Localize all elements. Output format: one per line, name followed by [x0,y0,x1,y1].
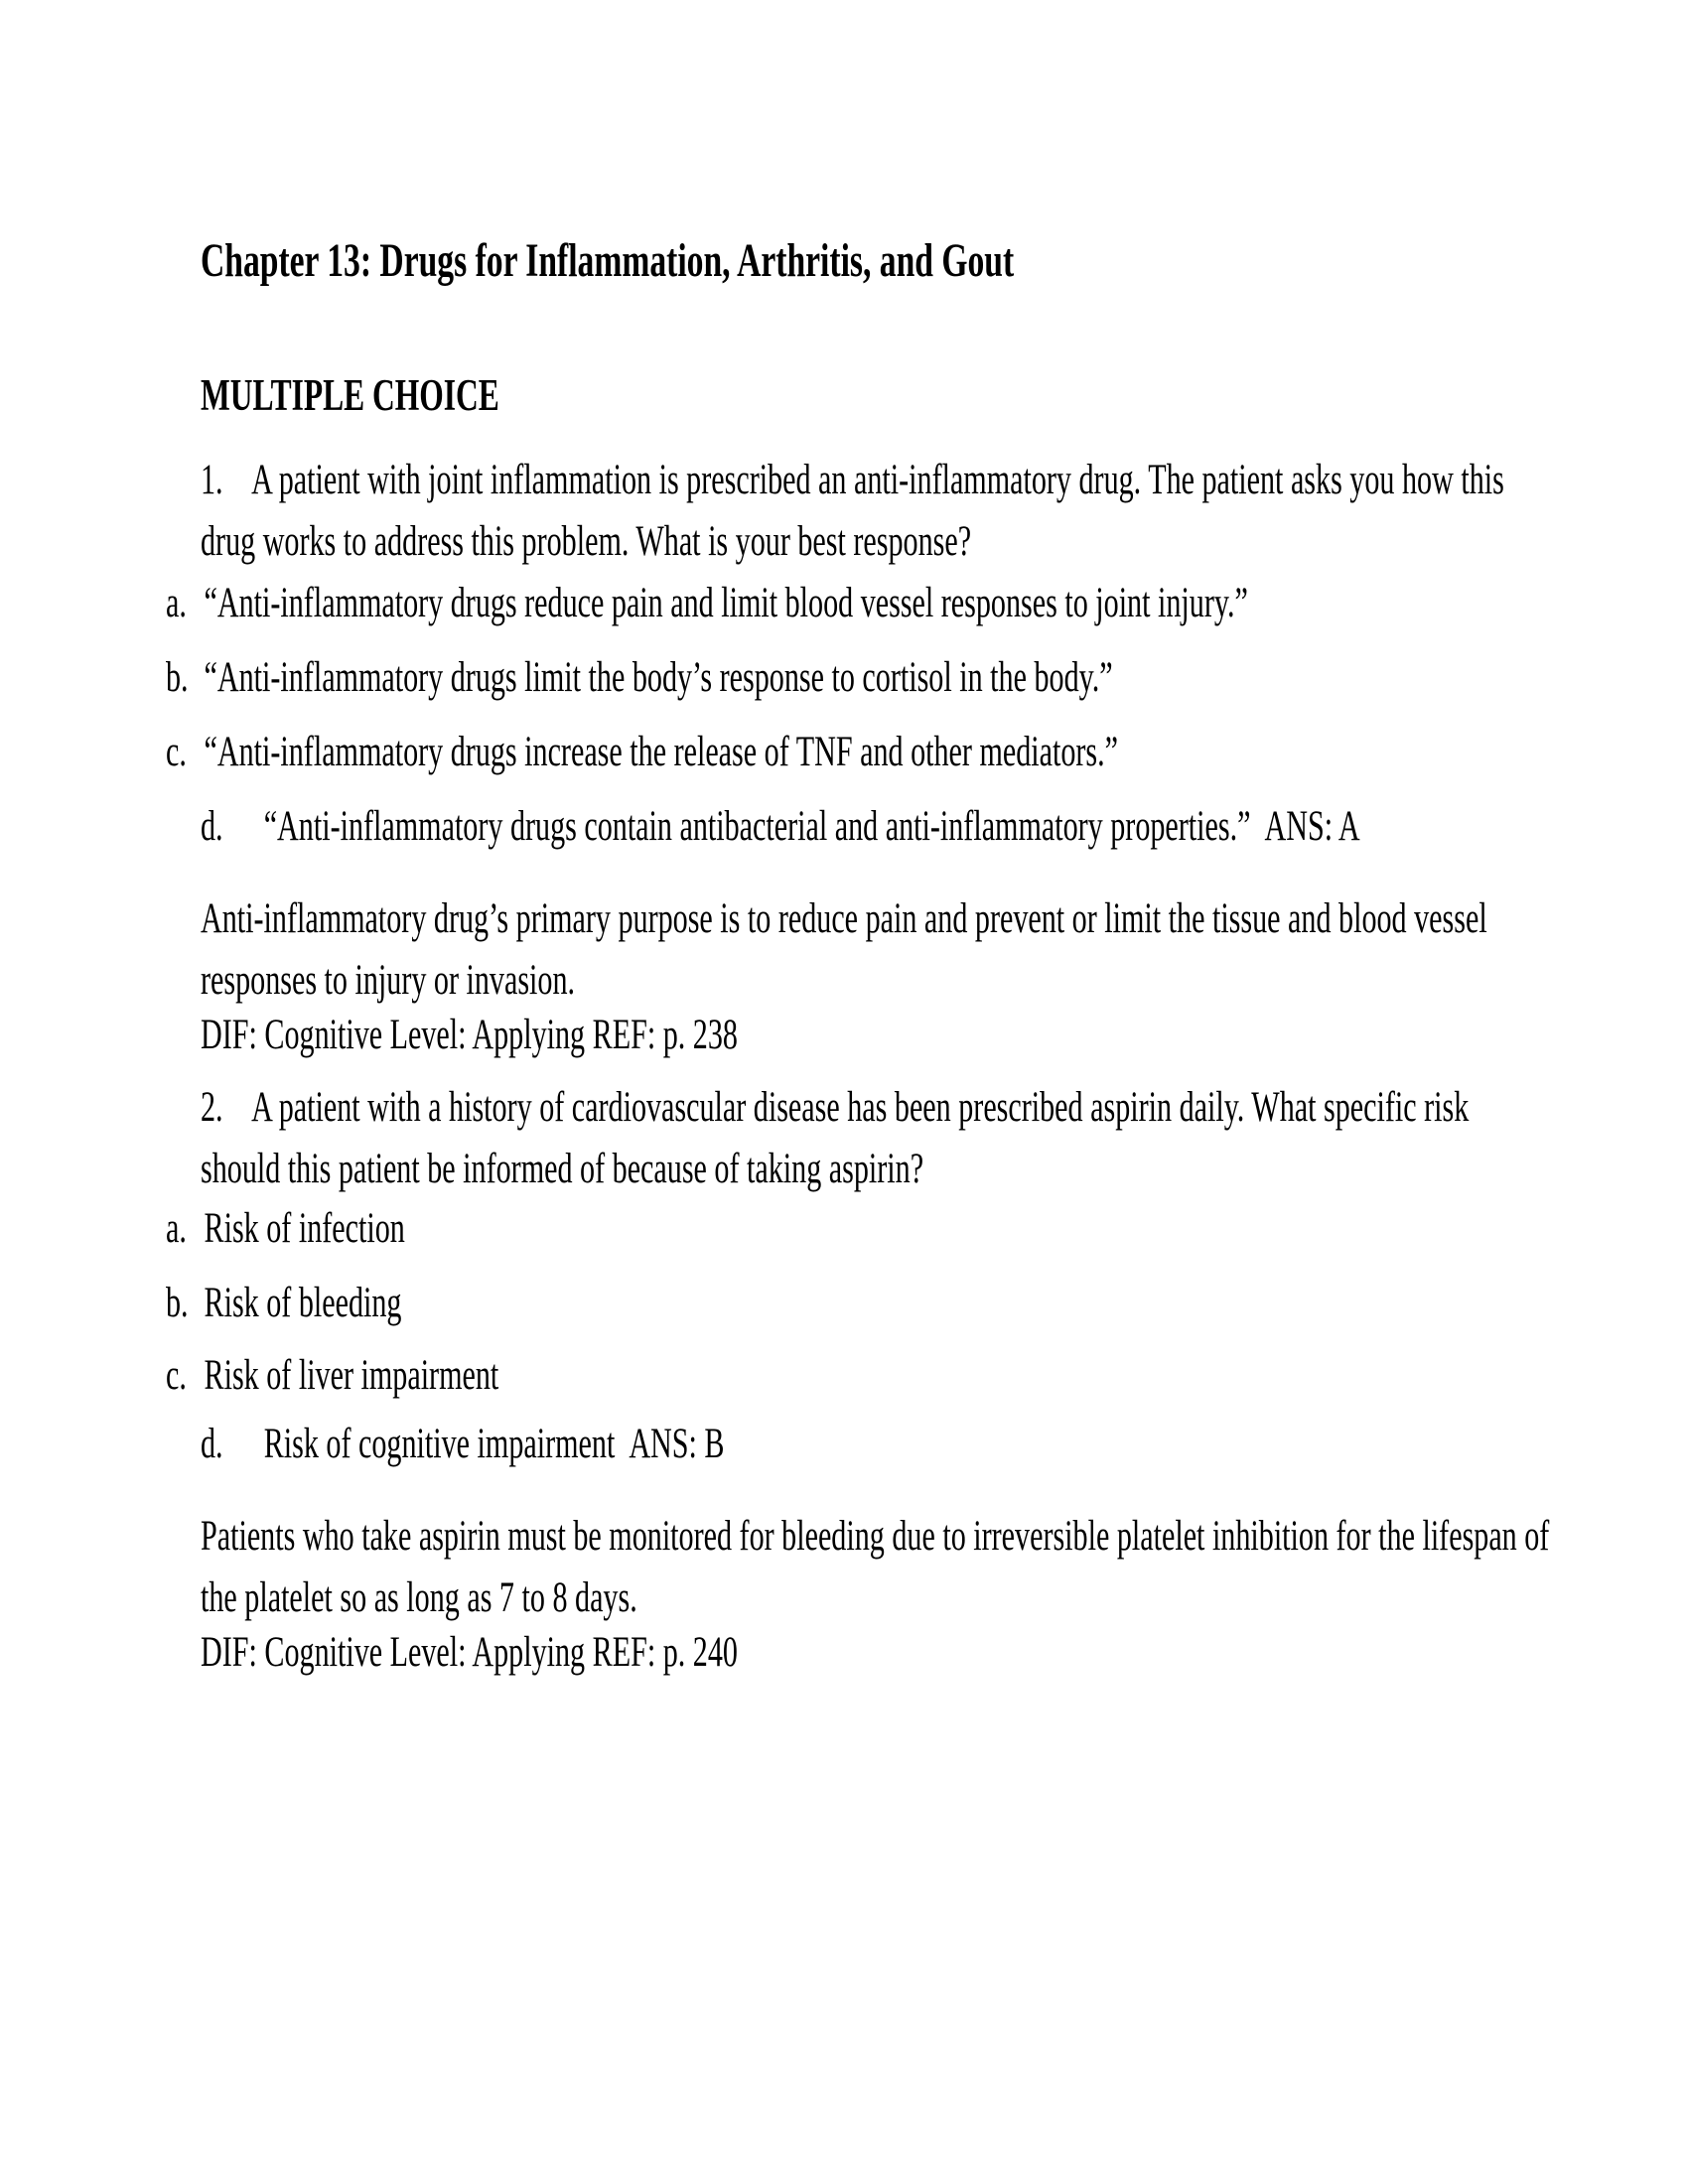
option-letter: b. [166,654,189,701]
question-2-number: 2. [201,1084,223,1131]
option-text: Risk of bleeding [204,1280,402,1326]
question-1-option-a [166,573,1486,634]
question-2-dif-ref: DIF: Cognitive Level: Applying REF: p. 240 [201,1629,738,1676]
option-text: “Anti-inflammatory drugs contain antibacterial and anti-inflammatory properties.” [263,803,1251,850]
question-2 [201,1077,1511,1200]
question-2-option-d [201,1414,1511,1475]
option-letter: b. [166,1280,189,1326]
option-text: Risk of infection [204,1205,405,1252]
option-letter: d. [201,1421,223,1467]
question-2-option-c [166,1345,1486,1407]
question-2-rationale: Patients who take aspirin must be monitored for bleeding due to irreversible platelet inhibition for the lifespan of the platelet so as long as 7 to 8 days. [201,1513,1550,1621]
answer-label: ANS: A [1264,803,1360,850]
question-1-option-b [166,647,1486,709]
option-letter: a. [166,580,187,626]
section-heading: MULTIPLE CHOICE [201,370,499,420]
option-letter: a. [166,1205,187,1252]
option-letter: c. [166,729,187,775]
option-letter: d. [201,803,223,850]
option-text: “Anti-inflammatory drugs increase the release of TNF and other mediators.” [204,729,1119,775]
option-text: Risk of liver impairment [204,1352,499,1399]
question-1-number: 1. [201,457,223,503]
option-text: Risk of cognitive impairment [263,1421,616,1467]
page-title: Chapter 13: Drugs for Inflammation, Arthritis, and Gout [201,234,1015,287]
question-2-option-b [166,1273,1486,1334]
question-1-dif-ref: DIF: Cognitive Level: Applying REF: p. 238 [201,1012,738,1058]
question-2-stem: A patient with a history of cardiovascular disease has been prescribed aspirin daily. What specific risk should this patient be informed of because of taking aspirin? [201,1084,1470,1192]
question-1-stem: A patient with joint inflammation is prescribed an anti-inflammatory drug. The patient asks you how this drug works to address this problem. What is your best response? [201,457,1504,565]
question-1-rationale: Anti-inflammatory drug’s primary purpose is to reduce pain and prevent or limit the tissue and blood vessel responses to injury or invasion. [201,895,1487,1004]
question-1 [201,450,1511,573]
option-text: “Anti-inflammatory drugs reduce pain and limit blood vessel responses to joint injury.” [204,580,1248,626]
option-letter: c. [166,1352,187,1399]
option-text: “Anti-inflammatory drugs limit the body’s response to cortisol in the body.” [204,654,1113,701]
question-1-option-c [166,722,1486,783]
question-2-option-a [166,1198,1486,1260]
question-1-option-d [201,796,1511,858]
answer-label: ANS: B [629,1421,725,1467]
